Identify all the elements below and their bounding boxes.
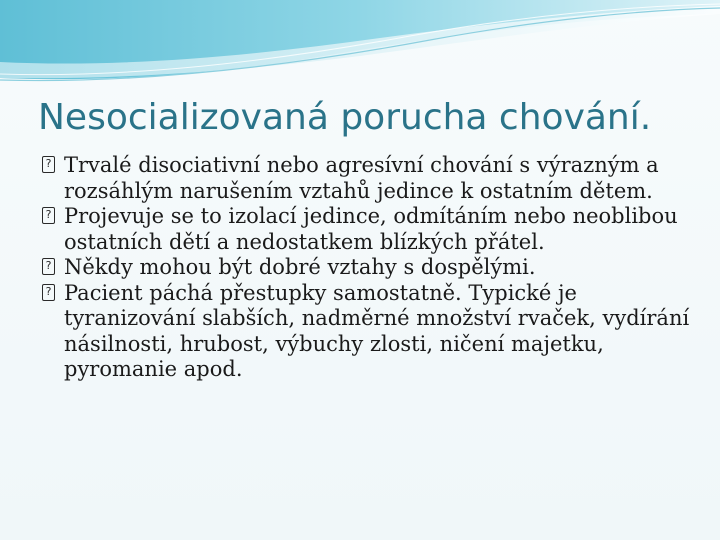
bullet-item bbox=[42, 153, 692, 204]
header-wave-decoration bbox=[0, 0, 720, 90]
bullet-item bbox=[42, 281, 692, 383]
slide-title: Nesocializovaná porucha chování. bbox=[38, 97, 652, 138]
bullet-item bbox=[42, 255, 692, 281]
bullet-marker-icon: ? bbox=[42, 207, 55, 224]
bullet-item bbox=[42, 204, 692, 255]
bullet-text: Pacient páchá přestupky samostatně. Typické je tyranizování slabších, nadměrné množství rvaček, vydírání násilnosti, hrubost, výbuchy zlosti, ničení majetku, pyromanie apod. bbox=[64, 280, 690, 381]
bullet-marker-icon: ? bbox=[42, 156, 55, 173]
bullet-text: Trvalé disociativní nebo agresívní chování s výrazným a rozsáhlým narušením vztahů jedince k ostatním dětem. bbox=[64, 153, 659, 203]
bullet-marker-icon: ? bbox=[42, 284, 55, 301]
bullet-text: Projevuje se to izolací jedince, odmítáním nebo neoblibou ostatních dětí a nedostatkem blízkých přátel. bbox=[64, 204, 678, 254]
bullet-text: Někdy mohou být dobré vztahy s dospělými. bbox=[64, 255, 536, 279]
bullet-marker-icon: ? bbox=[42, 258, 55, 275]
bullet-list bbox=[42, 153, 692, 383]
